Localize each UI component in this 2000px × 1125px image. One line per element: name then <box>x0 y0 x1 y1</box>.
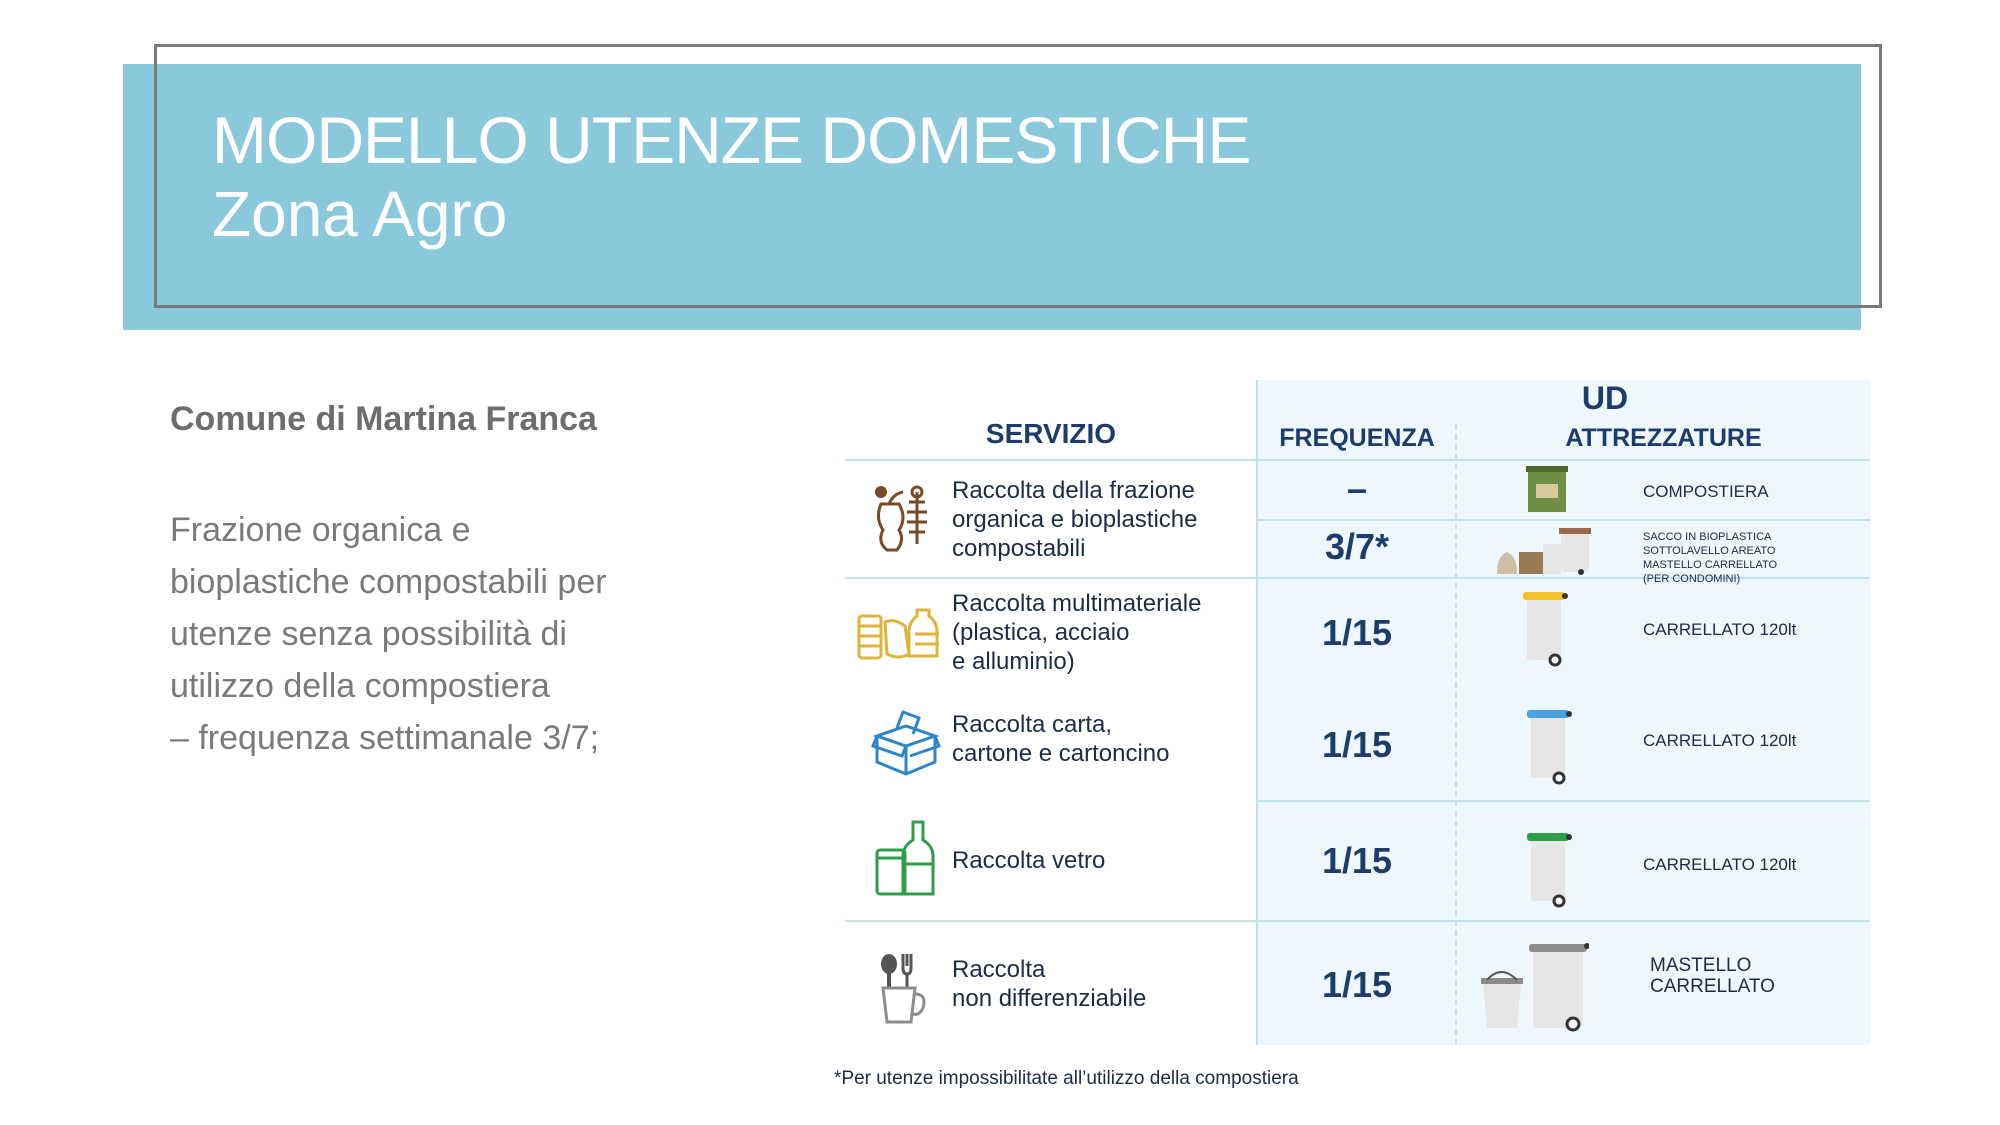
equipment-line: MASTELLO CARRELLATO <box>1643 559 1778 571</box>
organic-kit-icon <box>1495 526 1595 576</box>
service-label-line: Raccolta della frazione <box>952 477 1195 504</box>
plastic-metal-icon <box>855 596 941 662</box>
equipment-carrellato-vetro: CARRELLATO 120lt <box>1643 855 1797 874</box>
frequency-vetro: 1/15 <box>1321 840 1393 881</box>
service-label-line: cartone e cartoncino <box>952 740 1170 767</box>
description <box>170 504 607 764</box>
equipment-grey-bins <box>1650 955 1775 997</box>
frequency-organic-compost: – <box>1346 468 1368 509</box>
frequency-organic-collection: 3/7* <box>1324 526 1390 567</box>
compost-bin-icon <box>1526 466 1568 514</box>
wheelie-bin-icon <box>1525 833 1575 909</box>
description-line: utilizzo della compostiera <box>170 667 550 705</box>
service-label-vetro <box>952 846 1105 875</box>
equipment-compostiera: COMPOSTIERA <box>1643 482 1769 501</box>
service-label-line: non differenziabile <box>952 985 1147 1012</box>
equipment-carrellato-multimateriale: CARRELLATO 120lt <box>1643 620 1797 639</box>
service-table <box>845 380 1870 1045</box>
service-label-non-differenziabile <box>952 955 1146 1013</box>
frequency-carta: 1/15 <box>1321 724 1393 765</box>
service-label-line: organica e bioplastiche <box>952 506 1198 533</box>
column-header-attrezzature: ATTREZZATURE <box>1565 424 1762 452</box>
page-title: MODELLO UTENZE DOMESTICHE <box>212 103 1251 177</box>
equipment-line: MASTELLO <box>1650 955 1752 976</box>
sub-row-divider <box>1257 519 1870 521</box>
equipment-line: SACCO IN BIOPLASTICA <box>1643 531 1772 543</box>
ud-header: UD <box>1581 380 1629 416</box>
equipment-organic-kit <box>1643 530 1777 586</box>
grey-bins-icon <box>1479 940 1589 1032</box>
frequency-multimateriale: 1/15 <box>1321 612 1393 653</box>
paper-box-icon <box>871 710 941 776</box>
header-divider <box>845 459 1870 461</box>
service-label-organic <box>952 476 1198 563</box>
page-subtitle: Zona Agro <box>212 178 508 250</box>
service-label-line: compostabili <box>952 535 1086 562</box>
cutlery-cup-icon <box>877 954 931 1024</box>
equipment-line: CARRELLATO <box>1650 976 1775 997</box>
description-line: bioplastiche compostabili per <box>170 563 607 601</box>
service-label-line: Raccolta <box>952 956 1046 983</box>
frequency-non-differenziabile: 1/15 <box>1321 964 1393 1005</box>
column-header-servizio: SERVIZIO <box>985 418 1117 449</box>
column-header-frequenza: FREQUENZA <box>1279 424 1435 452</box>
equipment-carrellato-carta: CARRELLATO 120lt <box>1643 731 1797 750</box>
service-label-line: Raccolta carta, <box>952 711 1113 738</box>
footnote: *Per utenze impossibilitate all’utilizzo della compostiera <box>834 1068 1299 1089</box>
description-line: – frequenza settimanale 3/7; <box>170 719 600 757</box>
equipment-line: SOTTOLAVELLO AREATO <box>1643 545 1776 557</box>
service-label-line: e alluminio) <box>952 648 1075 675</box>
description-line: Frazione organica e <box>170 511 471 549</box>
service-label-carta <box>952 710 1169 768</box>
equipment-line: (PER CONDOMINI) <box>1643 573 1741 585</box>
row-divider <box>845 920 1870 922</box>
organic-waste-icon <box>867 482 947 552</box>
service-label-line: Raccolta multimateriale <box>952 590 1202 617</box>
description-line: utenze senza possibilità di <box>170 615 567 653</box>
glass-bottle-icon <box>875 820 935 896</box>
service-label-line: (plastica, acciaio <box>952 619 1130 646</box>
service-label-line: Raccolta vetro <box>952 847 1106 874</box>
service-label-multimateriale <box>952 589 1201 676</box>
row-divider <box>1257 800 1870 802</box>
comune-heading: Comune di Martina Franca <box>170 400 597 438</box>
wheelie-bin-icon <box>1525 710 1575 786</box>
wheelie-bin-icon <box>1521 592 1571 668</box>
